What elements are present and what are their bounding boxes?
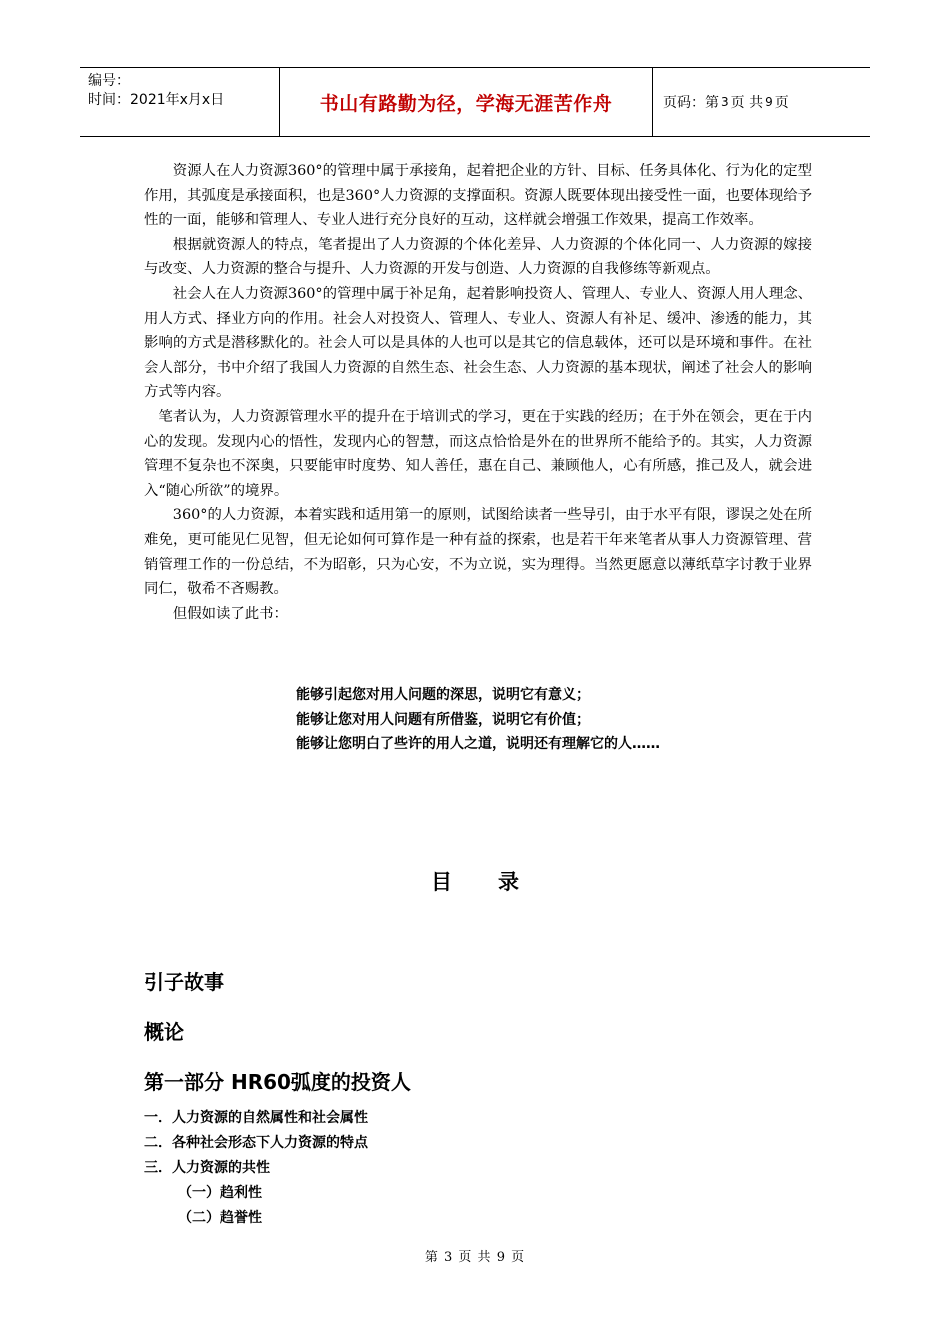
header-number-label: 编号： [88, 73, 130, 89]
toc-entry-part1: 第一部分 HR60弧度的投资人 [144, 1070, 411, 1094]
page-header [80, 67, 870, 137]
toc-subsubentry: （一）趋利性 [178, 1185, 262, 1201]
paragraph-resource-viewpoints: 根据就资源人的特点，笔者提出了人力资源的个体化差异、人力资源的个体化同一、人力资源的嫁接与改变、人力资源的整合与提升、人力资源的开发与创造、人力资源的自我修练等新观点。 [144, 236, 812, 278]
toc-entry-overview: 概论 [144, 1020, 184, 1044]
paragraph-resource-person: 资源人在人力资源360°的管理中属于承接角，起着把企业的方针、目标、任务具体化、行为化的定型作用，其弧度是承接面积，也是360°人力资源的支撑面积。资源人既要体现出接受性一面，也要体现给予性的一面，能够和管理人、专业人进行充分良好的互动，这样就会增强工作效果，提高工作效率。 [144, 163, 812, 229]
toc-subsubentry: （二）趋誉性 [178, 1210, 262, 1226]
quote-block [296, 683, 660, 757]
toc-title [0, 866, 950, 896]
quote-line: 能够引起您对用人问题的深思，说明它有意义； [296, 687, 590, 703]
body-text [144, 159, 812, 626]
paragraph-author-view: 笔者认为，人力资源管理水平的提升在于培训式的学习，更在于实践的经历；在于外在领会，更在于内心的发现。发现内心的悟性，发现内心的智慧，而这点恰恰是外在的世界所不能给予的。其实，人力资源管理不复杂也不深奥，只要能审时度势、知人善任，惠在自己、兼顾他人，心有所感，推己及人，就会进入“随心所欲”的境界。 [144, 408, 812, 499]
header-page-total: 9 [765, 95, 773, 109]
quote-line: 能够让您对用人问题有所借鉴，说明它有价值； [296, 711, 590, 728]
header-page-prefix: 页码：第 [663, 95, 719, 111]
paragraph-social-person: 社会人在人力资源360°的管理中属于补足角，起着影响投资人、管理人、专业人、资源人用人理念、用人方式、择业方向的作用。社会人对投资人、管理人、专业人、资源人有补足、缓冲、渗透的能力，其影响的方式是潜移默化的。社会人可以是具体的人也可以是其它的信息载体，还可以是环境和事件。在社会人部分，书中介绍了我国人力资源的自然生态、社会生态、人力资源的基本现状，阐述了社会人的影响方式等内容。 [144, 285, 812, 401]
quote-line: 能够让您明白了些许的用人之道，说明还有理解它的人…… [296, 736, 660, 752]
header-date-label: 时间：2021年x月x日 [88, 92, 225, 108]
header-meta-cell [80, 68, 280, 136]
header-page-indicator [653, 68, 870, 136]
toc-title-char: 录 [498, 870, 519, 894]
header-page-current: 3 [721, 95, 729, 109]
paragraph-if-read: 但假如读了此书： [172, 605, 288, 622]
header-page-suffix: 页 [774, 95, 789, 111]
toc-subentry: 三．人力资源的共性 [144, 1160, 270, 1176]
header-motto: 书山有路勤为径，学海无涯苦作舟 [280, 68, 653, 136]
page-footer: 第 3 页 共 9 页 [424, 1250, 526, 1265]
toc-entry-intro: 引子故事 [144, 970, 224, 994]
toc-title-char: 目 [431, 870, 452, 894]
header-page-mid: 页 共 [730, 95, 764, 111]
toc-subentry: 一．人力资源的自然属性和社会属性 [144, 1110, 368, 1126]
toc-subentry: 二．各种社会形态下人力资源的特点 [144, 1135, 368, 1151]
paragraph-book-summary: 360°的人力资源，本着实践和适用第一的原则，试图给读者一些导引，由于水平有限，谬误之处在所难免，更可能见仁见智，但无论如何可算作是一种有益的探索，也是若干年来笔者从事人力资源管理、营销管理工作的一份总结，不为昭彰，只为心安，不为立说，实为理得。当然更愿意以薄纸草字讨教于业界同仁，敬希不吝赐教。 [144, 507, 812, 598]
